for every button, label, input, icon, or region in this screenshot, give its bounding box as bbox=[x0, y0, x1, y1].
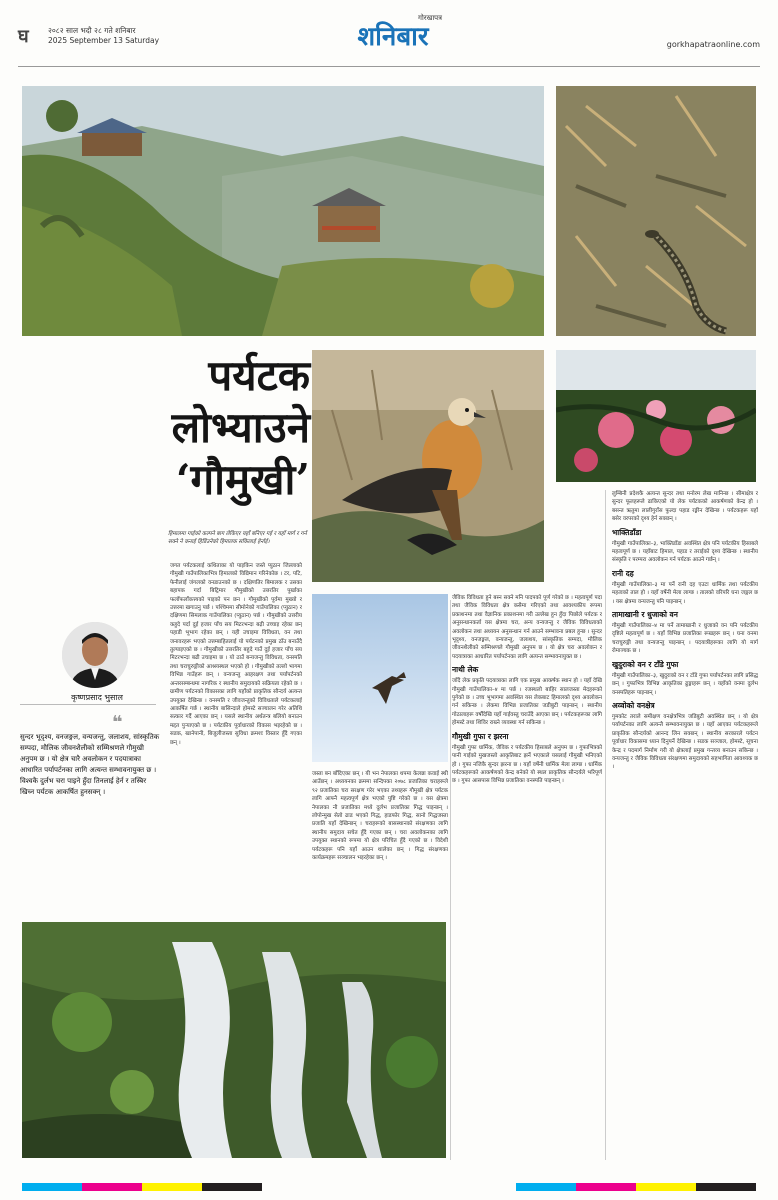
waterfall-photo bbox=[22, 922, 446, 1158]
subheading-bhaktidada: भाक्तिडाँडा bbox=[612, 527, 642, 537]
date-english: 2025 September 13 Saturday bbox=[48, 36, 160, 45]
quote-icon: ❝ bbox=[112, 712, 123, 733]
eagle-sky-photo bbox=[312, 594, 448, 762]
body-paragraph: गुमकोट तराले समीक्षण वनक्षेत्रभित्र जडिबुटी अवस्थित छन् । यो क्षेत्र पर्यापर्टनका लागि अत्यन्तै सम्भावनायुक्त छ । यहाँ आएका पर्यटकहरूले प्राकृतिक सौन्दर्यको आनन्द लिन सक्छन् । स्थानीय सरकारले पर्यटन पूर्वाधार विकासमा ध्यान दिनुपर्ने देखिन्छ । सडक सञ्जाल, होमस्टे, सूचना केन्द्र र पदमार्ग निर्माण गरी यो क्षेत्रलाई प्रमुख गन्तव्य बनाउन सकिन्छ । वन्यजन्तु र जैविक विविधता संरक्षणमा समुदायको सहभागिता आवश्यक छ । bbox=[612, 713, 758, 771]
body-paragraph: जस्ता बन बाँदिएका छन् । यी भन नेपालका थपमा केलन्ना कवाई स्थी आउँछन् । अध्ययनका क्रममा सन्दिपका २०७८ प्रजातिका चराहरूले ९२ प्रजातिका चरा सरक्षण गरेर भएका तथ्यहरू गौमुखी क्षेत्र पर्यटक लागि आफ्नै महत्वपूर्ण क्षेत्र भएको पुष्टि गरेको छ । यस क्षेत्रमा नेपालका नौ प्रजातिका मध्ये दुर्लभ प्रजातिका गिद्ध पाइन्छन् । लोपोन्मुख सेतो ढाड भएको गिद्ध, हाडफोर गिद्ध, सानो गिद्धजस्ता प्रजाति यहाँ देखिन्छन् । चराहरूको बासस्थानको संरक्षणका लागि स्थानीय समुदाय सचेत हुँदै गएका छन् । चरा अवलोकनका लागि उपयुक्त स्थानको रूपमा यो क्षेत्र परिचित हुँदै गएको छ । विदेशी पर्यटकहरू पनि यहाँ आउन थालेका छन् । गिद्ध संरक्षणका कार्यक्रमहरू सञ्चालन भइरहेका छन् । bbox=[312, 771, 448, 862]
print-color-bar bbox=[202, 1183, 262, 1191]
title-line-2: लोभ्याउने bbox=[171, 403, 310, 452]
masthead-title: शनिबार bbox=[357, 22, 429, 52]
print-color-bar bbox=[142, 1183, 202, 1191]
column-divider bbox=[450, 600, 451, 1160]
subheading-naathi-lek: नाथी लेक bbox=[452, 665, 479, 675]
print-color-bar bbox=[516, 1183, 576, 1191]
print-color-bar bbox=[576, 1183, 636, 1191]
body-paragraph: गौमुखी गाउँपालिका–३, भाक्तिडाँडा अवस्थित क्षेत्र पनि पर्यटकीय हिसाबले महत्वपूर्ण छ । यहाँबाट हिमाल, पहाड र तराईको दृश्य देखिन्छ । स्थानीय संस्कृति र परम्परा अवलोकन गर्न पर्यटक आउने गर्छन् । bbox=[612, 540, 758, 564]
print-color-bar bbox=[22, 1183, 82, 1191]
date-nepali: २०८२ साल भदौ २८ गते शनिबार bbox=[48, 26, 136, 35]
subheading-rani-daha: रानी दह bbox=[612, 568, 634, 578]
subheading-abbo-forest: अव्वोको वनक्षेत्र bbox=[612, 700, 655, 710]
village-landscape-photo bbox=[22, 86, 544, 336]
column-divider bbox=[605, 490, 606, 1160]
author-name: कृष्णप्रसाद भुसाल bbox=[71, 693, 123, 702]
page-letter: घ bbox=[18, 26, 29, 47]
body-paragraph: गौमुखी गाउँपालिका–३, खुदुराको वन र टाँडे गुफा पर्यापर्टनका लागि प्रसिद्ध छन् । गुफाभित्र विभिन्न आकृतिका ढुङ्गाहरू छन् । यहाँको वनमा दुर्लभ वनस्पतिहरू पाइन्छन् । bbox=[612, 672, 758, 696]
vulture-photo bbox=[312, 350, 544, 582]
body-paragraph: जगत पर्यटकलाई कथिताका यो पाइकिन जस्ते प्युठान जिल्लाको गौमुखी गाउँपालिकाभित्र हिमालको विद्यिमान गरिनेकोछ । टर, पटि, फेनीलाई जंगलको वनडाउनको छ । दक्षिणतिर बिमालक र उसका बहापक गर्दा बिट्रिमार गौमुखीको उत्तरतिर पुर्खाका फलाँफलाँकत्त्यको पाइको पन छन । गौमुखीको पूर्वमा मुख्यो र उत्तरमा खगाउनु पर्छ । पश्चिममा सीमोनेको गाउँपालिका (प्युठान) र दक्षिणमा सिमलाक गाउँपालिका (प्युठान) पर्छ । गौमुखीको उत्तरीय कहुदे पर्दा दुई हजार पाँच सय मिटरभन्दा बढ़ी उच्चाइ रहेका छन् पहाडी भूभाग रहेका छन् । यही उचाइमा विविधता, वन तथा जनावरहरू भएको उत्तम्बाहितलाई यो पर्यटनको प्रमुख ठाँउ बनाउँदै तुल्याइएको छ । गौमुखीको उत्तरतिर बहुदे गाउँ दुई हजार पाँच सय मिटरभन्दा बढी उचाइमा छ । यो ठाउँ बन्यजन्तु विविधता, वनस्पति तथा चराचुरुङ्गीको आश्रयस्थल भएको हो । गौमुखीको तल्लो भागमा विभिन्न गाउँहरू छन् । वन्यजन्तु आहरक्षण तथा पर्यापर्टनको अन्तरसम्बन्धमा नागरिक र स्थानीय समुदायको सक्रियता रहेको छ । ग्रामीण पर्यटनको विकासका लागि यहाँको प्राकृतिक सौन्दर्य अत्यन्त उपयुक्त देखिन्छ । वनस्पति र जीवजन्तुको विविधताले पर्यटकलाई आकर्षित गर्छ । स्थानीय बासिन्दाले होमस्टे सञ्चालन गरेर अतिथि सत्कार गर्दै आएका छन् । यसले स्थानीय अर्थतन्त्र बलियो बनाउन मद्दत पुर्‍याएको छ । पर्यटकीय पूर्वाधारको विकास भइरहेको छ । सडक, खानेपानी, बिजुलीजस्ता सुविधा क्रमशः विस्तार हुँदै गएका छन् । bbox=[170, 563, 302, 746]
rhododendron-photo bbox=[556, 350, 756, 482]
body-paragraph: गौमुखी गाउँपालिका–३ मा पर्ने रानी दह एउटा धार्मिक तथा पर्यटकीय महत्वको ताल हो । यहाँ वर्षेनी मेला लाग्छ । तालको वरिपरि घना जङ्गल छ । यस क्षेत्रमा वन्यजन्तु पनि पाइन्छन् । bbox=[612, 581, 758, 605]
body-column-3 bbox=[452, 594, 602, 1160]
body-paragraph: जैविक विविधता हुने बस्न सक्ने मनि पादपको पूर्ण गरेको छ । महत्वपूर्ण पदा तथा जैविक विविधता क्षेत्र कसैमा गरिएको तथा आवश्यकीय रूपमा प्रकाशनमा तथा वैज्ञानिक प्रकाशनमा गरी उल्लेख हुन हुँदा पिछोले पर्यटक र अनुसन्धानकर्ता यस क्षेत्रमा चरा, अन्य वन्यजन्तु र जैविक विविधताको अवलोकन तथा अध्ययन अनुसन्धान गर्न आउने सम्भावना प्रबल हुन्छ । सुन्दर भूदृश्य, वनजङ्गल, वन्यजन्तु, जलाशय, सांस्कृतिक सम्पदा, मौलिक जीवनशैलीको सम्मिश्रणले गौमुखी अनुपम छ । यो क्षेत्र चरा अवलोकन र पदयात्राका आधारित पर्यापर्टनका लागि अत्यन्त सम्भावनायुक्त छ । bbox=[452, 595, 602, 660]
body-paragraph: गौमुखी गुफा धार्मिक, जैविक र पर्यटकीय हिसाबले अनुपम छ । गुफाभित्रको पानी गाईको मुखजस्तो आकृतिबाट झर्ने भएकाले यसलाई गौमुखी भनिएको हो । गुफा नजिकै सुन्दर झरना छ । यहाँ वर्षेनी धार्मिक मेला लाग्छ । धार्मिक पर्यटकहरूको आकर्षणको केन्द्र बनेको यो स्थल प्राकृतिक सौन्दर्यले भरिपूर्ण छ । गुफा आसपास विभिन्न प्रजातिका वनस्पति पाइन्छन् । bbox=[452, 744, 602, 785]
website-url: gorkhapatraonline.com bbox=[666, 40, 760, 49]
body-paragraph: जाँदै लेक प्रकृति पदयात्राका लागि एक प्रमुख आकर्षक स्थान हो । यहाँ देखि गौमुखी गाउँपालिका–४ मा पर्छ । रजस्थलो बाहिर सालजस्ता मेदहरूको पुगेको छ । उच्च भूभागमा अवस्थित यस लेकबाट हिमालको दृश्य अवलोकन गर्न सकिन्छ । लेकमा विभिन्न प्रजातिका जडीबुटी पाइन्छन् । स्थानीय गोठालाहरू वर्षौंदेखि यहाँ गाईवस्तु चराउँदै आएका छन् । पर्यटकहरूका लागि होमस्टे तथा शिविर राख्ने व्यवस्था गर्न सकिन्छ । bbox=[452, 678, 602, 727]
body-column-1 bbox=[170, 562, 302, 912]
masthead bbox=[338, 14, 448, 51]
snake-photo bbox=[556, 86, 756, 336]
page-header bbox=[18, 14, 760, 62]
pull-quote: सुन्दर भूदृश्य, वनजङ्गल, वन्यजन्तु, जलाशय, सांस्कृतिक सम्पदा, मौलिक जीवनशैलीको सम्मिश्रणले गौमुखी अनुपम छ । यो क्षेत्र चारै अवलोकन र पदयात्राका आधारित पर्यापर्टनका लागि अत्यन्त सम्भावनायुक्त छ । विश्वकै दुर्लभ चरा पाइने हुँदा तिनलाई हेर्न र तस्बिर खिच्न पर्यटक आकर्षित हुनसक्न् । bbox=[20, 733, 160, 796]
masthead-sub: गोरखापत्र bbox=[418, 14, 442, 22]
article-title bbox=[110, 350, 310, 506]
body-paragraph: गौमुखी गाउँपालिका–४ मा पर्ने तामाखानी र धुजाको वन पनि पर्यटकीय दृष्टिले महत्वपूर्ण छ । यहाँ विभिन्न प्रजातिका रूखहरू छन् । घना वनमा चराचुरुङ्गी तथा वन्यजन्तु पाइन्छन् । पदयात्रीहरूका लागि यो मार्ग रोमाञ्चक छ । bbox=[612, 623, 758, 655]
title-line-3: ‘गौमुखी’ bbox=[175, 455, 310, 504]
body-column-4 bbox=[612, 490, 758, 1162]
subheading-gaumukhi-cave: गौमुखी गुफा र झरना bbox=[452, 731, 509, 741]
subheading-tamakhani: तामाखानी र धुजाको वन bbox=[612, 610, 678, 620]
author-divider bbox=[20, 704, 156, 705]
title-line-1: पर्यटक bbox=[208, 351, 310, 400]
print-color-bar bbox=[82, 1183, 142, 1191]
body-column-2 bbox=[312, 770, 448, 912]
author-avatar bbox=[62, 622, 128, 688]
print-color-bar bbox=[696, 1183, 756, 1191]
body-paragraph: लुम्बिनी प्रदेशकै अत्यन्त सुन्दर तथा मनोरम लेख मानिन्छ । सीमाक्षेत्र र सुन्दर फूलहरूले ढाकिएको यो लेक पर्यटकको आकर्षणको केन्द्र हो । बसन्त ऋतुमा लालीगुराँस फुल्दा पहाड रङ्गीन देखिन्छ । पर्यटकहरू यहाँ बसेर वरपरको दृश्य हेर्न सक्छन् । bbox=[612, 491, 758, 523]
print-color-bar bbox=[636, 1183, 696, 1191]
subheading-khudura: खुदुराको वन र टाँडे गुफा bbox=[612, 659, 679, 669]
header-divider bbox=[18, 66, 760, 67]
photo-caption: हिमालमा गाईको कल्पने बाग लेकिएर यहाँ बनिएर गई र यहाँ मार्ग र गर्न सक्ने ने कनाई हिडिंउनेको हिमालक सकिलाई हेर्नाई। bbox=[168, 531, 307, 545]
issue-date bbox=[48, 26, 159, 46]
